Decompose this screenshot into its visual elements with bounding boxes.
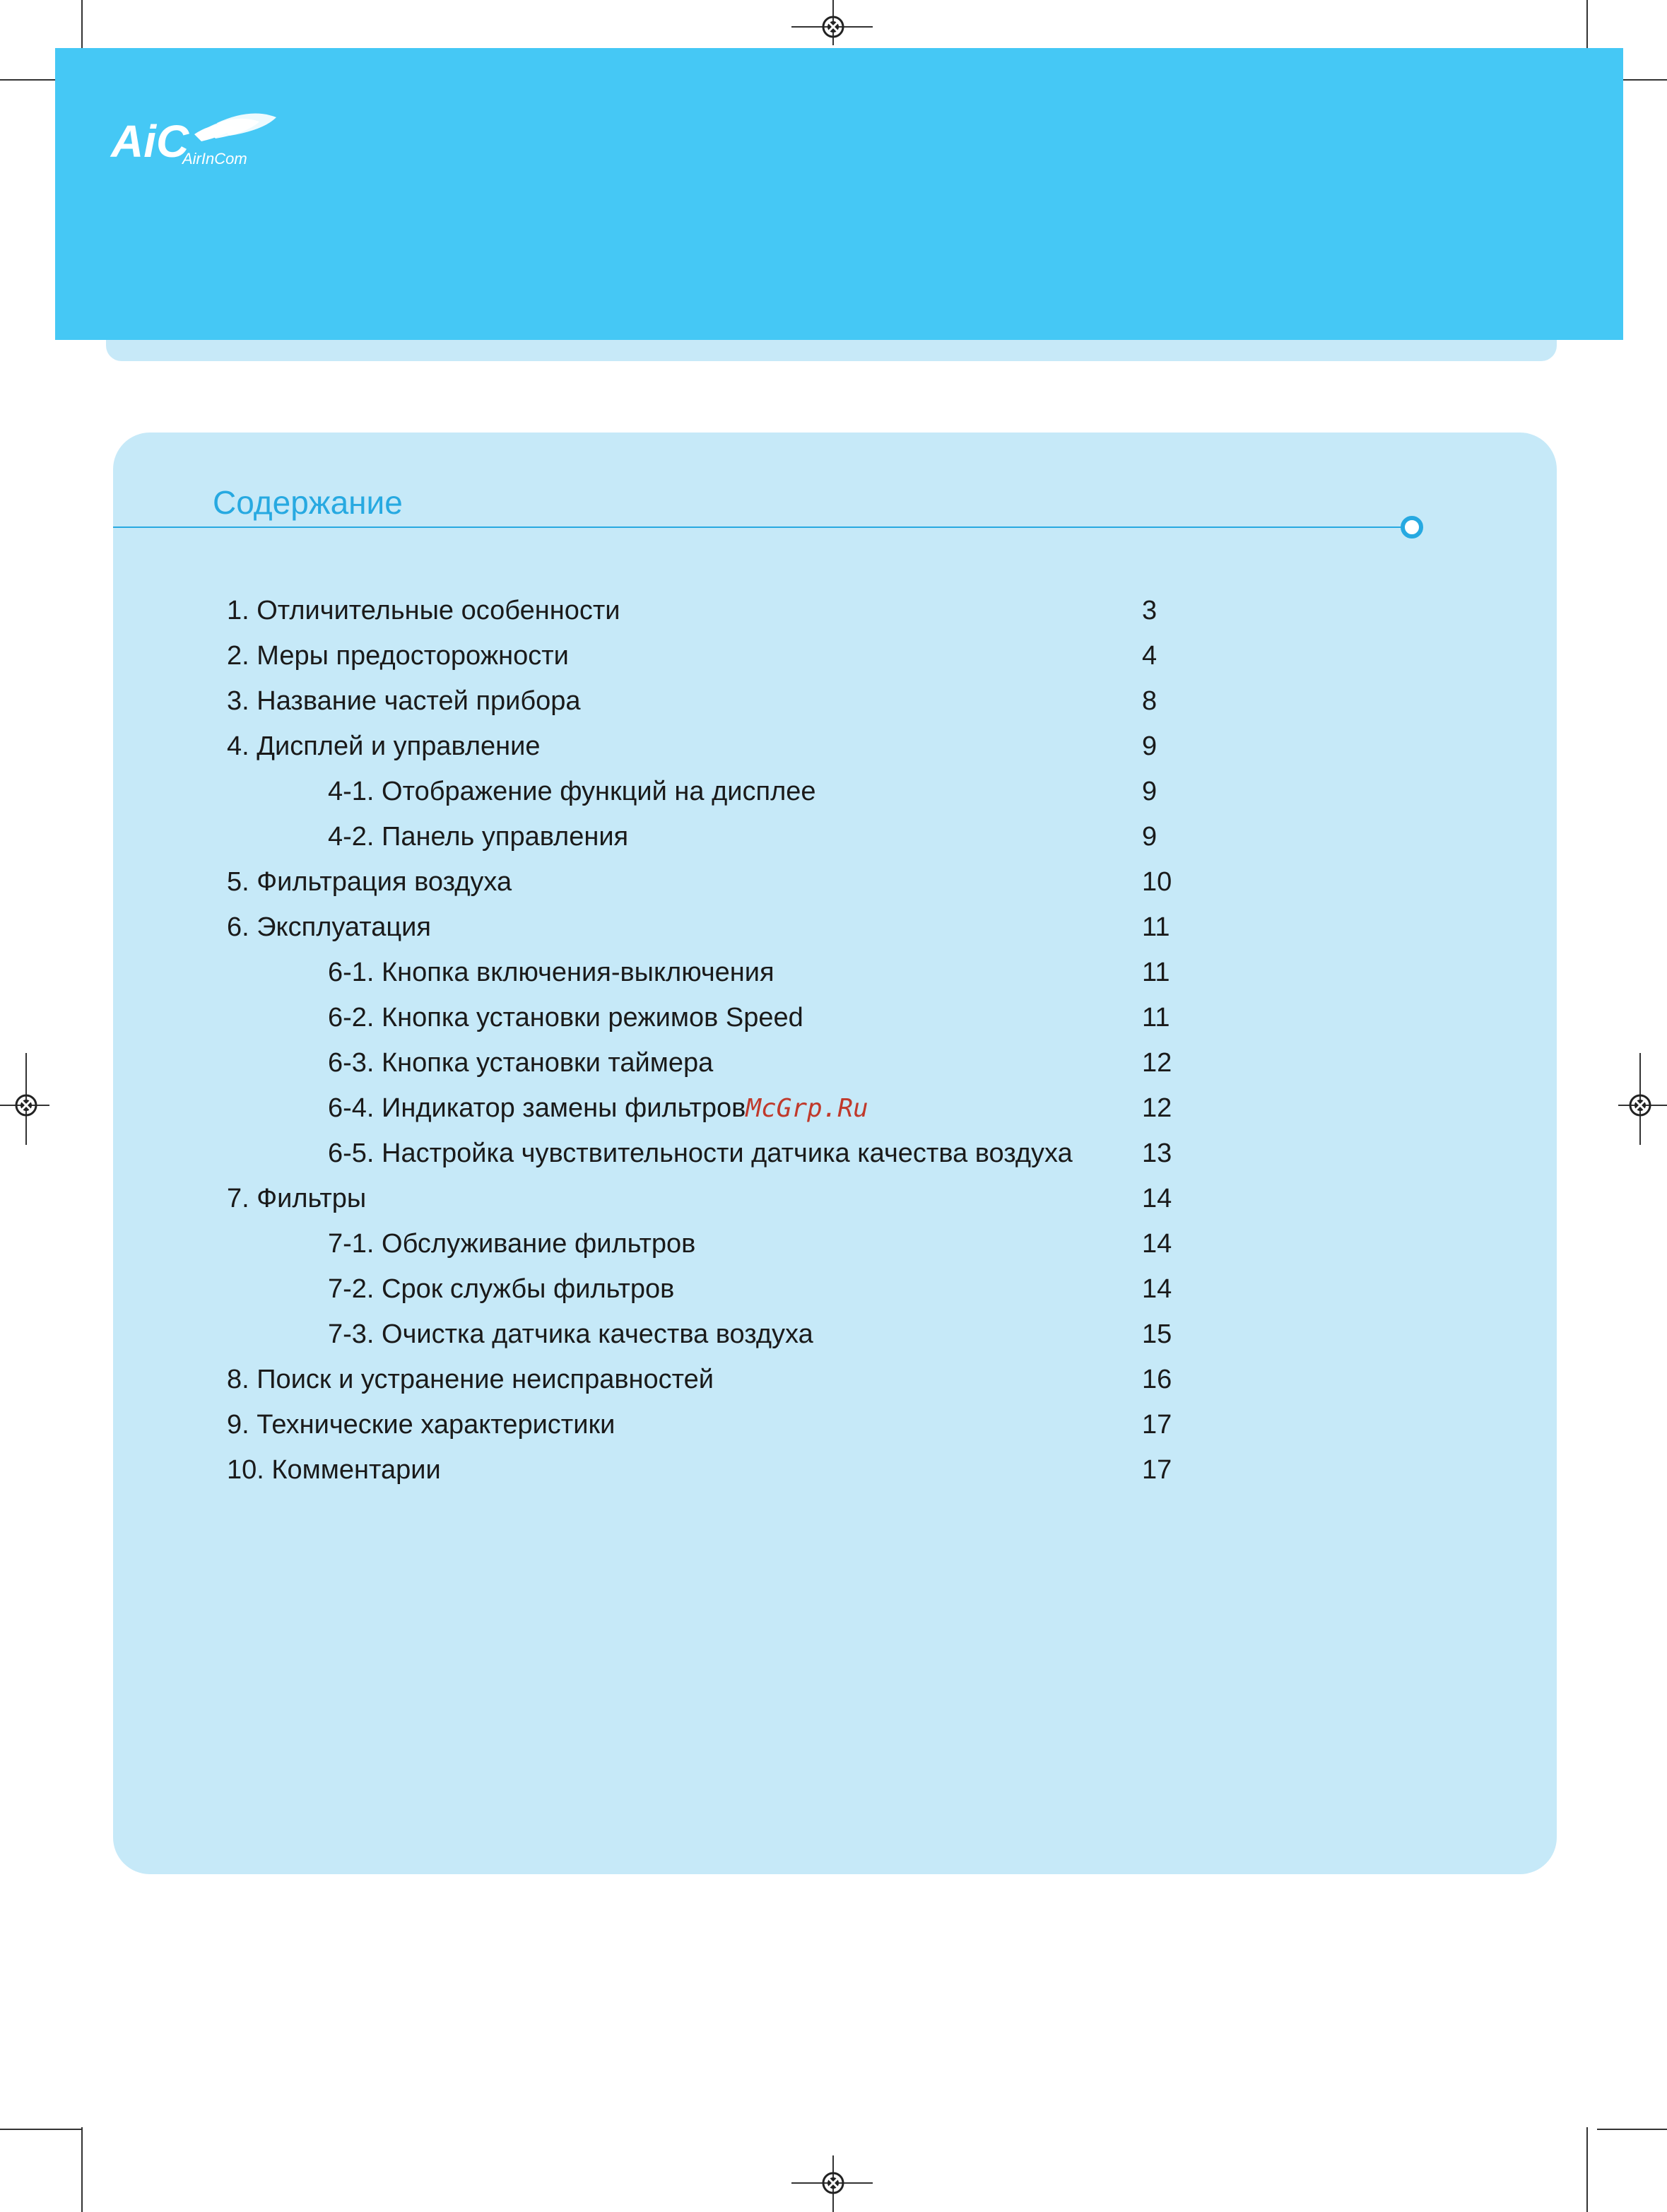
watermark: McGrp.Ru <box>746 1094 868 1123</box>
toc-page-number: 12 <box>1142 1048 1172 1078</box>
toc-page-number: 11 <box>1142 912 1170 942</box>
toc-page-number: 16 <box>1142 1365 1172 1394</box>
registration-mark-icon <box>818 2167 849 2199</box>
toc-title-rule <box>113 526 1412 528</box>
crop-mark <box>1586 2127 1588 2212</box>
toc-subitem[interactable]: 7-1. Обслуживание фильтров <box>328 1229 696 1259</box>
logo-mark-text: AiC <box>111 116 189 167</box>
toc-item[interactable]: 1. Отличительные особенности <box>227 596 620 625</box>
toc-page-number: 11 <box>1142 1003 1170 1033</box>
toc-page-number: 10 <box>1142 867 1172 897</box>
toc-page-number: 13 <box>1142 1139 1172 1168</box>
toc-item[interactable]: 6. Эксплуатация <box>227 912 431 942</box>
toc-item[interactable]: 2. Меры предосторожности <box>227 641 569 671</box>
toc-rule-dot <box>1401 516 1423 539</box>
crop-mark <box>81 2127 83 2212</box>
toc-subitem[interactable]: 7-2. Срок службы фильтров <box>328 1274 675 1304</box>
registration-mark-icon <box>1625 1090 1656 1121</box>
toc-subitem-with-watermark[interactable] <box>328 1095 868 1122</box>
toc-subitem[interactable]: 4-2. Панель управления <box>328 822 629 852</box>
toc-subitem[interactable]: 6-1. Кнопка включения-выключения <box>328 958 774 987</box>
toc-page-number: 9 <box>1142 731 1158 761</box>
toc-page-number: 14 <box>1142 1184 1172 1213</box>
crop-mark <box>0 2129 81 2130</box>
header-band <box>55 48 1623 340</box>
toc-subitem[interactable]: 6-2. Кнопка установки режимов Speed <box>328 1003 803 1033</box>
toc-subitem[interactable]: 4-1. Отображение функций на дисплее <box>328 777 816 806</box>
toc-item[interactable]: 8. Поиск и устранение неисправностей <box>227 1365 714 1394</box>
logo-subtext: AirInCom <box>182 150 247 167</box>
toc-title: Содержание <box>213 484 403 521</box>
toc-page-number: 15 <box>1142 1319 1172 1349</box>
toc-subitem-label: 6-4. Индикатор замены фильтров <box>328 1093 746 1123</box>
toc-subitem[interactable]: 6-3. Кнопка установки таймера <box>328 1048 714 1078</box>
header-strip <box>106 340 1557 361</box>
toc-page-number: 17 <box>1142 1410 1172 1440</box>
toc-page-number: 12 <box>1142 1093 1172 1123</box>
toc-page-number: 3 <box>1142 596 1158 625</box>
toc-item[interactable]: 9. Технические характеристики <box>227 1410 615 1440</box>
toc-item[interactable]: 5. Фильтрация воздуха <box>227 867 512 897</box>
toc-page-number: 11 <box>1142 958 1170 987</box>
toc-item[interactable]: 10. Комментарии <box>227 1455 441 1485</box>
toc-page-number: 8 <box>1142 686 1158 716</box>
toc-item[interactable]: 3. Название частей прибора <box>227 686 581 716</box>
crop-mark <box>1597 2129 1667 2130</box>
toc-page-number: 9 <box>1142 777 1158 806</box>
toc-page-number: 4 <box>1142 641 1158 671</box>
toc-page-number: 14 <box>1142 1274 1172 1304</box>
toc-item[interactable]: 4. Дисплей и управление <box>227 731 541 761</box>
toc-item[interactable]: 7. Фильтры <box>227 1184 367 1213</box>
registration-mark-icon <box>818 11 849 42</box>
toc-page-number: 17 <box>1142 1455 1172 1485</box>
registration-mark-icon <box>11 1090 42 1121</box>
toc-page-number: 14 <box>1142 1229 1172 1259</box>
toc-subitem[interactable]: 7-3. Очистка датчика качества воздуха <box>328 1319 813 1349</box>
toc-page-number: 9 <box>1142 822 1158 852</box>
toc-subitem[interactable]: 6-5. Настройка чувствительности датчика качества воздуха <box>328 1139 1073 1168</box>
